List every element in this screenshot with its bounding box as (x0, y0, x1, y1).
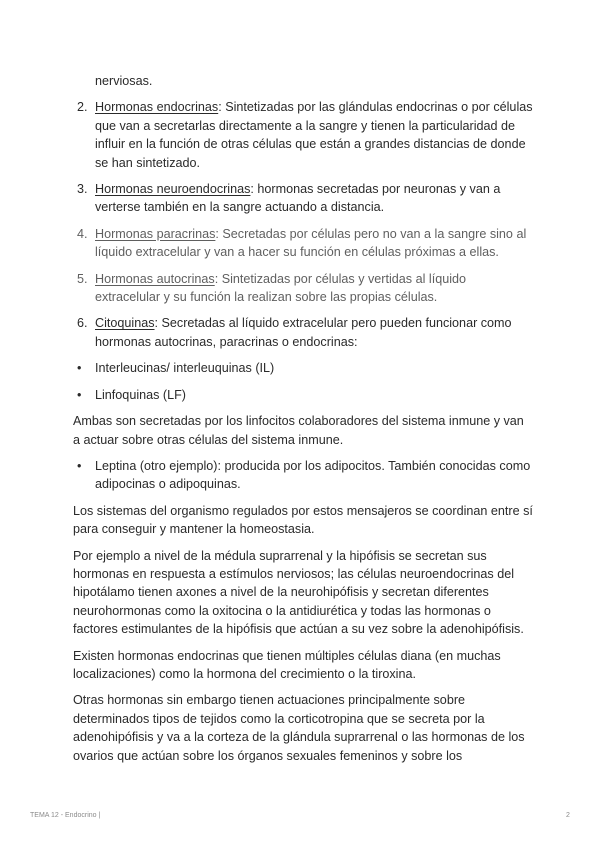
paragraph-homeostasia: Los sistemas del organismo regulados por estos mensajeros se coordinan entre sí para conseguir y mantener la homeostasia. (73, 503, 533, 537)
bullet-text: Linfoquinas (LF) (95, 387, 187, 402)
list-item-hormonas-paracrinas (73, 225, 533, 262)
bullet-text: Interleucinas/ interleuquinas (IL) (95, 361, 275, 376)
bullet-icon: • (77, 361, 82, 376)
list-item-hormonas-endocrinas (73, 98, 533, 172)
list-number: 5. (77, 271, 88, 286)
term-hormonas-autocrinas: Hormonas autocrinas (95, 271, 215, 286)
list-item-hormonas-autocrinas (73, 270, 533, 307)
item-description: : Secretadas al líquido extracelular pero pueden funcionar como hormonas autocrinas, paracrinas o endocrinas: (95, 316, 512, 349)
list-item-hormonas-neuroendocrinas (73, 180, 533, 217)
term-hormonas-neuroendocrinas: Hormonas neuroendocrinas (95, 182, 251, 197)
item-description: : Sintetizadas por células y vertidas al líquido extracelular y su función la realizan sobre las propias células. (95, 271, 467, 305)
paragraph-celulas-diana: Existen hormonas endocrinas que tienen múltiples células diana (en muchas localizaciones) como la hormona del crecimiento o la tiroxina. (73, 648, 501, 681)
list-item (73, 386, 533, 404)
term-hormonas-paracrinas: Hormonas paracrinas (95, 226, 216, 241)
page-content (73, 72, 533, 765)
cytokine-bullet-list (73, 359, 533, 404)
page-number: 2 (566, 812, 570, 819)
paragraph-ejemplo-hipofisis: Por ejemplo a nivel de la médula suprarrenal y la hipófisis se secretan sus hormonas en respuesta a estímulos nerviosos; las células neuroendocrinas del hipotálamo tienen axones a nivel de la neurohipófisis y secretan diferentes neurohormonas como la oxitocina o la antidiurética y todas las hormonas o factores estimulantes de la hipófisis que actúan a su vez sobre la adenohipófisis. (73, 548, 524, 637)
term-citoquinas: Citoquinas (95, 316, 155, 331)
list-item (73, 457, 533, 494)
paragraph-linfocitos: Ambas son secretadas por los linfocitos colaboradores del sistema inmune y van a actuar sobre otras células del sistema inmune. (73, 414, 524, 447)
item-description: : Sintetizadas por las glándulas endocrinas o por células que van a secretarlas directamente a la sangre y tienen la particularidad de influir en la función de otras células que están a grandes distancias de donde se han sintetizado. (95, 100, 533, 170)
list-number: 3. (77, 182, 88, 197)
list-number: 2. (77, 100, 88, 115)
bullet-text: Leptina (otro ejemplo): producida por los adipocitos. También conocidas como adipocinas o adipoquinas. (95, 458, 531, 492)
list-item (73, 359, 533, 377)
list-number: 6. (77, 316, 88, 331)
item-description: : hormonas secretadas por neuronas y van a verterse también en la sangre actuando a distancia. (95, 182, 501, 215)
list-item-citoquinas (73, 314, 533, 351)
list-number: 4. (77, 226, 88, 241)
bullet-icon: • (77, 387, 82, 402)
leptina-bullet-list (73, 457, 533, 494)
footer-title: TEMA 12 - Endocrino | (30, 812, 101, 819)
bullet-icon: • (77, 458, 82, 473)
term-hormonas-endocrinas: Hormonas endocrinas (95, 100, 219, 115)
paragraph-tejidos: Otras hormonas sin embargo tienen actuaciones principalmente sobre determinados tipos de tejidos como la corticotropina que se secreta por la adenohipófisis y va a la corteza de la glándula suprarrenal o las hormonas de los ovarios que actúan sobre los órganos sexuales femeninos y sobre los (73, 693, 525, 763)
continuation-text: nerviosas. (95, 74, 153, 88)
item-description: : Secretadas por células pero no van a la sangre sino al líquido extracelular y van a hacer su función en células próximas a ellas. (95, 226, 527, 260)
hormone-types-list (73, 98, 533, 351)
